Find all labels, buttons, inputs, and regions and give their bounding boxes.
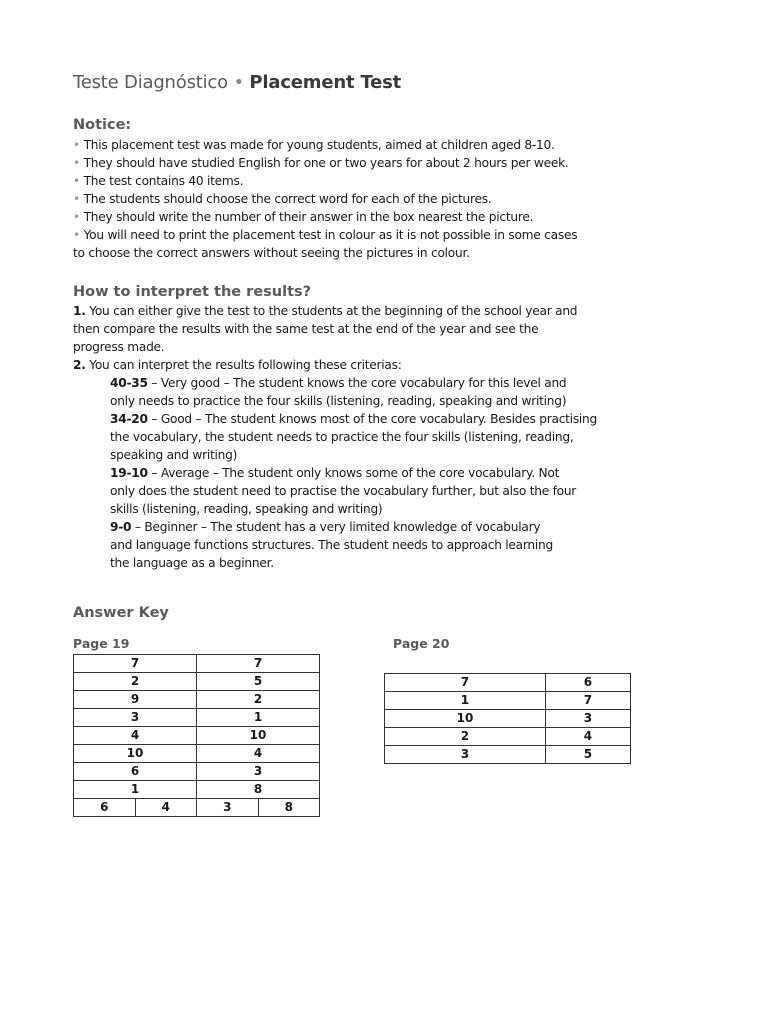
notice-bullet-text: This placement test was made for young students, aimed at children aged 8-10. <box>83 138 555 152</box>
criteria-continuation: only needs to practice the four skills (listening, reading, speaking and writing) <box>110 394 567 408</box>
bullet-dot: • <box>73 192 80 206</box>
notice-bullet-item <box>73 136 693 154</box>
notice-heading: Notice: <box>73 117 132 133</box>
answer-cell: 6 <box>74 799 136 817</box>
criteria-description: – Very good – The student knows the core vocabulary for this level and <box>147 376 567 390</box>
criteria-description: – Beginner – The student has a very limited knowledge of vocabulary <box>131 520 541 534</box>
table-row <box>74 763 320 781</box>
answer-key-heading: Answer Key <box>73 605 169 621</box>
answer-cell: 7 <box>74 655 197 673</box>
notice-bullet-item <box>73 190 693 208</box>
answer-cell: 3 <box>197 799 259 817</box>
answer-cell: 8 <box>258 799 320 817</box>
bullet-dot: • <box>73 156 80 170</box>
notice-bullet-text: The test contains 40 items. <box>83 174 244 188</box>
criteria-continuation: only does the student need to practise the vocabulary further, but also the four <box>110 484 577 498</box>
answer-cell: 4 <box>135 799 197 817</box>
notice-list <box>73 136 693 262</box>
criteria-level <box>73 464 693 482</box>
table-row <box>385 674 631 692</box>
interpret-item1-text: You can either give the test to the students at the beginning of the school year and <box>89 304 578 318</box>
answer-cell: 5 <box>545 746 630 764</box>
criteria-continuation: the vocabulary, the student needs to practice the four skills (listening, reading, <box>110 430 574 444</box>
answer-cell: 2 <box>197 691 320 709</box>
interpret-item1-line <box>73 320 693 338</box>
answer-table-page19 <box>73 654 320 817</box>
criteria-range: 9-0 <box>110 520 132 534</box>
answer-cell: 1 <box>197 709 320 727</box>
notice-bullet-item <box>73 226 693 244</box>
interpret-body <box>73 302 693 572</box>
interpret-item1-line <box>73 302 693 320</box>
interpret-item2-line <box>73 356 693 374</box>
answer-table-page20 <box>384 673 631 764</box>
table-row <box>74 727 320 745</box>
answer-cell: 3 <box>74 709 197 727</box>
notice-bullet-item <box>73 208 693 226</box>
notice-bullet-item <box>73 154 693 172</box>
notice-bullet-text: They should have studied English for one or two years for about 2 hours per week. <box>83 156 569 170</box>
answer-cell: 3 <box>385 746 546 764</box>
document-title <box>73 72 401 93</box>
answer-cell: 1 <box>385 692 546 710</box>
bullet-dot: • <box>73 228 80 242</box>
interpret-item1-text: then compare the results with the same test at the end of the year and see the <box>73 322 539 336</box>
answer-cell: 6 <box>74 763 197 781</box>
table-row <box>74 655 320 673</box>
answer-cell: 3 <box>545 710 630 728</box>
criteria-description: – Good – The student knows most of the core vocabulary. Besides practising <box>147 412 598 426</box>
bullet-dot: • <box>73 138 80 152</box>
criteria-level <box>73 518 693 536</box>
answer-cell: 7 <box>385 674 546 692</box>
interpret-item1-text: progress made. <box>73 340 165 354</box>
table-row <box>385 710 631 728</box>
answer-cell: 7 <box>545 692 630 710</box>
criteria-continuation: and language functions structures. The student needs to approach learning <box>110 538 554 552</box>
criteria-range: 40-35 <box>110 376 148 390</box>
table-row <box>74 673 320 691</box>
answer-cell: 7 <box>197 655 320 673</box>
table-row <box>385 692 631 710</box>
answer-cell: 10 <box>197 727 320 745</box>
notice-bullet-text: The students should choose the correct word for each of the pictures. <box>83 192 492 206</box>
title-english: Placement Test <box>249 72 402 93</box>
answer-cell: 10 <box>385 710 546 728</box>
notice-bullet-text: They should write the number of their answer in the box nearest the picture. <box>83 210 534 224</box>
criteria-range: 19-10 <box>110 466 148 480</box>
criteria-level <box>73 410 693 428</box>
criteria-range: 34-20 <box>110 412 148 426</box>
criteria-level <box>73 374 693 392</box>
page19-label: Page 19 <box>73 636 130 651</box>
table-row <box>385 746 631 764</box>
title-separator: • <box>233 72 244 93</box>
criteria-continuation: the language as a beginner. <box>110 556 274 570</box>
table-row <box>74 709 320 727</box>
notice-bullet-text: You will need to print the placement test in colour as it is not possible in some cases <box>83 228 578 242</box>
answer-cell: 6 <box>545 674 630 692</box>
answer-cell: 4 <box>545 728 630 746</box>
table-row <box>74 745 320 763</box>
criteria-description: – Average – The student only knows some of the core vocabulary. Not <box>147 466 560 480</box>
interpret-item2-text: You can interpret the results following these criterias: <box>89 358 402 372</box>
answer-cell: 4 <box>197 745 320 763</box>
answer-cell: 1 <box>74 781 197 799</box>
table-row <box>385 728 631 746</box>
table-row <box>74 691 320 709</box>
answer-cell: 2 <box>385 728 546 746</box>
item-number: 2. <box>73 358 86 372</box>
answer-cell: 2 <box>74 673 197 691</box>
bullet-dot: • <box>73 174 80 188</box>
interpret-item1-line <box>73 338 693 356</box>
criteria-continuation: skills (listening, reading, speaking and writing) <box>110 502 383 516</box>
answer-cell: 5 <box>197 673 320 691</box>
table-row <box>74 799 320 817</box>
criteria-continuation: speaking and writing) <box>110 448 238 462</box>
table-row <box>74 781 320 799</box>
item-number: 1. <box>73 304 86 318</box>
answer-cell: 3 <box>197 763 320 781</box>
page20-label: Page 20 <box>393 636 450 651</box>
notice-bullet-item <box>73 172 693 190</box>
notice-continuation: to choose the correct answers without seeing the pictures in colour. <box>73 246 470 260</box>
answer-cell: 4 <box>74 727 197 745</box>
title-portuguese: Teste Diagnóstico <box>73 72 228 93</box>
answer-cell: 8 <box>197 781 320 799</box>
interpret-heading: How to interpret the results? <box>73 284 312 300</box>
answer-cell: 10 <box>74 745 197 763</box>
answer-cell: 9 <box>74 691 197 709</box>
bullet-dot: • <box>73 210 80 224</box>
